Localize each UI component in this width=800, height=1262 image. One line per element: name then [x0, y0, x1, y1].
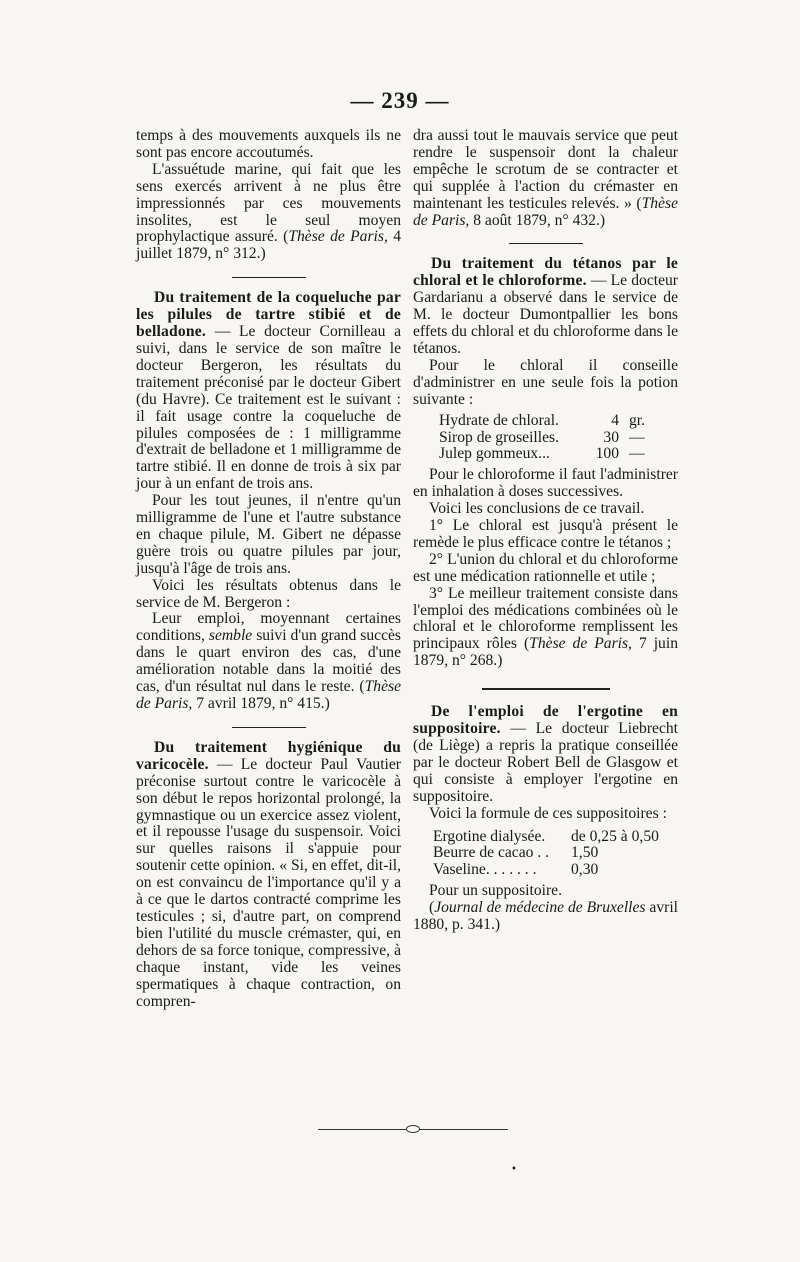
conclusion-item: 3° Le meilleur traitement consiste dans l'emploi des médications combinées où le chloral et le chloroforme remplissent les principaux rôles (Thèse de Paris, 7 juin 1879, n° 268.)	[413, 584, 678, 670]
recipe-line: Vaseline. . . . . . . 0,30	[433, 861, 599, 879]
citation: Thèse de Paris,	[136, 678, 401, 712]
section-divider	[509, 243, 583, 244]
paragraph: L'assuétude marine, qui fait que les sens exercés arrivent à ne plus être impressionnés par ces mouvements insolites, est le seul moyen prophylactique assuré. (Thèse de Paris, 4 juillet 1879, n° 312.)	[136, 160, 402, 263]
citation: Thèse de Paris,	[288, 228, 388, 246]
section-heading: De l'emploi de l'ergotine en suppositoire.	[413, 703, 678, 738]
recipe-line: Ergotine dialysée. de 0,25 à 0,50	[433, 827, 659, 845]
recipe-suppositoire	[433, 829, 678, 880]
paragraph: Voici les résultats obtenus dans le service de M. Bergeron :	[136, 576, 401, 611]
citation: Thèse de Paris,	[529, 635, 632, 653]
citation: Thèse de Paris,	[413, 194, 678, 229]
section-tetanos: Du traitement du tétanos par le chloral et le chloroforme. — Le docteur Gardarianu a observé dans le service de M. le docteur Dumontpallier les bons effets du chloral et du chloroforme dans le tétanos.	[413, 255, 679, 357]
section-ergotine: De l'emploi de l'ergotine en suppositoire. — Le docteur Liebrecht (de Liège) a repris la pratique conseillée par le docteur Robert Bell de Glasgow et qui consiste à employer l'ergotine en suppositoire.	[413, 703, 678, 805]
recipe-line: Julep gommeux... 100 —	[439, 445, 645, 463]
section-heading: Du traitement du tétanos par le chloral et le chloroforme.	[413, 255, 678, 290]
paragraph: temps à des mouvements auxquels ils ne sont pas encore accoutumés.	[136, 127, 401, 161]
paragraph: Voici les conclusions de ce travail.	[429, 500, 645, 518]
paragraph: Pour le chloroforme il faut l'administrer en inhalation à doses successives.	[413, 466, 678, 501]
paragraph: (Journal de médecine de Bruxelles avril 1880, p. 341.)	[413, 899, 678, 934]
recipe-line: Hydrate de chloral. 4 gr.	[439, 411, 646, 429]
paragraph: Leur emploi, moyennant certaines conditions, semble suivi d'un grand succès dans le quart environ des cas, d'une amélioration notable dans la moitié des cas, d'un résultat nul dans le reste. (Thèse de Paris, 7 avril 1879, n° 415.)	[136, 610, 401, 712]
page-number: — 239 —	[350, 88, 450, 113]
citation: Journal de médecine de Bruxelles	[434, 899, 646, 917]
left-column	[136, 128, 401, 1010]
end-ornament	[318, 1129, 508, 1130]
paragraph: Pour le chloral il conseille d'administrer en une seule fois la potion suivante :	[413, 356, 678, 408]
paragraph: Pour un suppositoire.	[429, 882, 562, 900]
section-divider	[232, 727, 306, 728]
conclusion-item: 2° L'union du chloral et du chloroforme est une médication rationnelle et utile ;	[413, 550, 678, 585]
recipe-chloral	[439, 413, 678, 464]
section-coqueluche: Du traitement de la coqueluche par les pilules de tartre stibié et de belladone. — Le docteur Cornilleau a suivi, dans le service de son maître le docteur Bergeron, les résultats du traitement préconisé par le docteur Gibert (du Havre). Ce traitement est le suivant : il fait usage contre la coqueluche de pilules composées de : 1 milligramme d'extrait de belladone et 1 milligramme de tartre stibié. Il en donne de trois à six par jour à un enfant de trois ans.	[136, 289, 401, 493]
section-divider	[232, 277, 306, 278]
print-mark: •	[511, 1164, 517, 1175]
paragraph: dra aussi tout le mauvais service que peut rendre le suspensoir dont la chaleur empêche le scrotum de se contracter et qui supplée à l'action du crémaster en maintenant les testicules relevés. » (Thèse de Paris, 8 août 1879, n° 432.)	[413, 127, 678, 229]
paragraph: Pour les tout jeunes, il n'entre qu'un milligramme de l'une et l'autre substance en chaque pilule, M. Gibert ne dépasse guère trois ou quatre pilules par jour, jusqu'à l'âge de trois ans.	[136, 492, 401, 577]
section-heading: Du traitement de la coqueluche par les pilules de tartre stibié et de belladone.	[136, 289, 401, 341]
right-column	[413, 128, 678, 934]
section-varicocele: Du traitement hygiénique du varicocèle. — Le docteur Paul Vautier préconise surtout contre le varicocèle à son début le repos horizontal prolongé, la gymnastique ou un exercice assez violent, et il repousse l'usage du suspensoir. Voici sur quelles raisons il s'appuie pour soutenir cette opinion. « Si, en effet, dit-il, on est convaincu de l'importance qu'il y a à ce que le dartos contracté comprime les testicules ; si, d'autre part, on comprend bien l'utilité du muscle crémaster, qui, en dehors de sa force tonique, compressive, à chaque instant, vide les veines spermatiques à chaque contraction, on compren-	[136, 738, 401, 1010]
conclusion-item: 1° Le chloral est jusqu'à présent le remède le plus efficace contre le tétanos ;	[413, 517, 678, 551]
section-heading: Du traitement hygiénique du varicocèle.	[136, 738, 401, 773]
section-divider	[482, 688, 610, 690]
recipe-line: Sirop de groseilles. 30 —	[439, 428, 645, 446]
recipe-line: Beurre de cacao . . 1,50	[433, 844, 599, 862]
paragraph: Voici la formule de ces suppositoires :	[429, 804, 667, 822]
